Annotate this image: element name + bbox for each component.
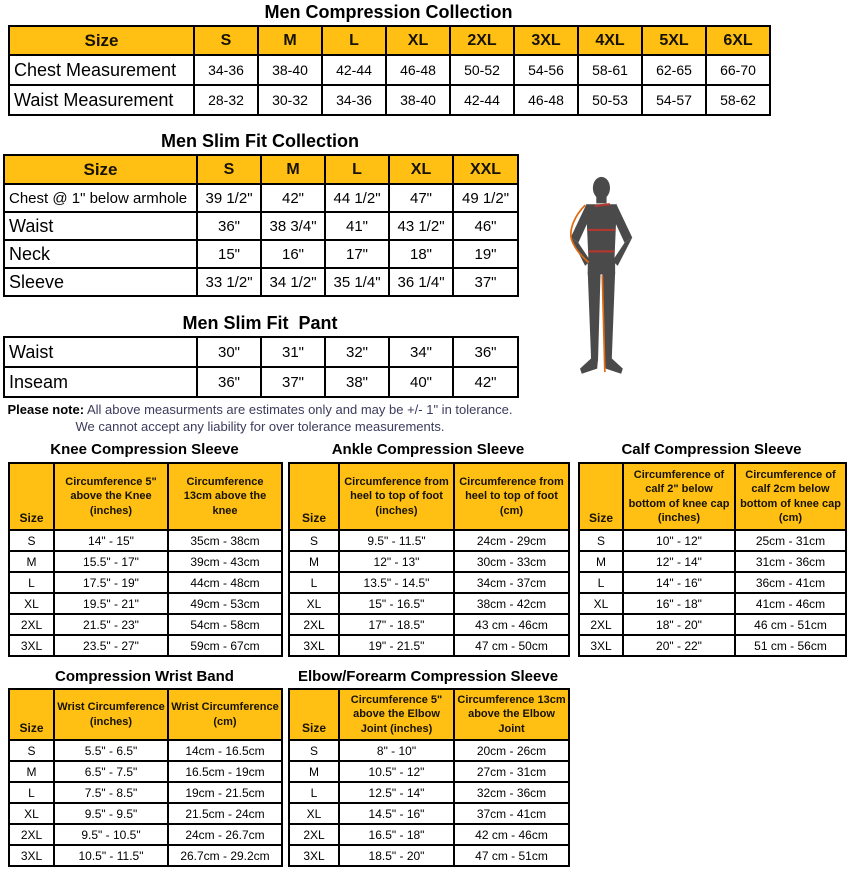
cell-value: 24cm - 29cm [454, 530, 569, 551]
cell-value: 19" [453, 240, 518, 268]
cell-value: 14.5" - 16" [339, 803, 454, 824]
cell-value: 32cm - 36cm [454, 782, 569, 803]
note-text-2: We cannot accept any liability for over tolerance measurements. [75, 419, 445, 434]
cell-value: 47" [389, 184, 453, 212]
cell-value: 9.5" - 11.5" [339, 530, 454, 551]
cell-value: 34 1/2" [261, 268, 325, 296]
cell-value: 37cm - 41cm [454, 803, 569, 824]
cell-value: 41cm - 46cm [735, 593, 846, 614]
cell-value: 46" [453, 212, 518, 240]
cell-value: 28-32 [194, 85, 258, 115]
table-row [289, 593, 569, 614]
cell-value: 46-48 [386, 55, 450, 85]
header-row [9, 463, 282, 530]
column-header: Circumference of calf 2" below bottom of knee cap (inches) [623, 463, 735, 530]
cell-value: 58-61 [578, 55, 642, 85]
cell-value: 54-57 [642, 85, 706, 115]
row-label: L [579, 572, 623, 593]
cell-value: 8" - 10" [339, 740, 454, 761]
row-label: XL [9, 593, 54, 614]
cell-value: 12.5" - 14" [339, 782, 454, 803]
note-text-1: All above measurments are estimates only and may be +/- 1" in tolerance. [86, 402, 513, 417]
wrist-band-title: Compression Wrist Band [55, 668, 234, 685]
table-row [289, 761, 569, 782]
row-label: L [289, 572, 339, 593]
header-row [9, 26, 770, 55]
column-header: XL [386, 26, 450, 55]
cell-value: 25cm - 31cm [735, 530, 846, 551]
cell-value: 36" [197, 367, 261, 397]
column-header: Circumference from heel to top of foot (inches) [339, 463, 454, 530]
table-row [9, 824, 282, 845]
cell-value: 16.5cm - 19cm [168, 761, 282, 782]
cell-value: 59cm - 67cm [168, 635, 282, 656]
cell-value: 7.5" - 8.5" [54, 782, 168, 803]
cell-value: 37" [261, 367, 325, 397]
table-row [4, 337, 518, 367]
cell-value: 50-52 [450, 55, 514, 85]
cell-value: 19" - 21.5" [339, 635, 454, 656]
cell-value: 9.5" - 10.5" [54, 824, 168, 845]
column-header: S [197, 155, 261, 184]
table-row [4, 240, 518, 268]
cell-value: 46-48 [514, 85, 578, 115]
column-header: 5XL [642, 26, 706, 55]
cell-value: 34-36 [322, 85, 386, 115]
column-header: Circumference from heel to top of foot (cm) [454, 463, 569, 530]
knee-sleeve-table [8, 462, 283, 657]
column-header: Circumference 13cm above the Elbow Joint [454, 689, 569, 740]
tolerance-note [0, 401, 520, 435]
column-header: Wrist Circumference (inches) [54, 689, 168, 740]
men-compression-table [8, 25, 771, 116]
table-row [9, 782, 282, 803]
column-header: M [261, 155, 325, 184]
cell-value: 5.5" - 6.5" [54, 740, 168, 761]
table-row [289, 803, 569, 824]
header-row [289, 689, 569, 740]
column-header: 2XL [450, 26, 514, 55]
row-label: Sleeve [4, 268, 197, 296]
cell-value: 20" - 22" [623, 635, 735, 656]
table-row [4, 268, 518, 296]
cell-value: 34cm - 37cm [454, 572, 569, 593]
cell-value: 10.5" - 12" [339, 761, 454, 782]
cell-value: 36 1/4" [389, 268, 453, 296]
cell-value: 51 cm - 56cm [735, 635, 846, 656]
table-row [289, 530, 569, 551]
wrist-band-table [8, 688, 283, 867]
row-label: Chest Measurement [9, 55, 194, 85]
cell-value: 18.5" - 20" [339, 845, 454, 866]
cell-value: 44 1/2" [325, 184, 389, 212]
column-header: Size [289, 463, 339, 530]
body-measurement-figure [560, 176, 648, 390]
table-row [289, 614, 569, 635]
table-row [579, 593, 846, 614]
row-label: Neck [4, 240, 197, 268]
column-header: S [194, 26, 258, 55]
table-row [9, 761, 282, 782]
cell-value: 26.7cm - 29.2cm [168, 845, 282, 866]
row-label: S [9, 530, 54, 551]
cell-value: 36" [197, 212, 261, 240]
cell-value: 16" [261, 240, 325, 268]
cell-value: 17.5" - 19" [54, 572, 168, 593]
row-label: Inseam [4, 367, 197, 397]
cell-value: 66-70 [706, 55, 770, 85]
row-label: XL [289, 593, 339, 614]
cell-value: 43 1/2" [389, 212, 453, 240]
table-row [289, 635, 569, 656]
table-row [4, 184, 518, 212]
column-header: 6XL [706, 26, 770, 55]
cell-value: 49cm - 53cm [168, 593, 282, 614]
cell-value: 42-44 [450, 85, 514, 115]
column-header: Size [9, 463, 54, 530]
column-header: Size [289, 689, 339, 740]
row-label: L [9, 782, 54, 803]
row-label: XL [9, 803, 54, 824]
table-row [289, 740, 569, 761]
cell-value: 13.5" - 14.5" [339, 572, 454, 593]
knee-sleeve-title: Knee Compression Sleeve [50, 441, 239, 458]
cell-value: 30" [197, 337, 261, 367]
table-row [9, 572, 282, 593]
table-row [579, 572, 846, 593]
table-row [4, 367, 518, 397]
cell-value: 46 cm - 51cm [735, 614, 846, 635]
men-slim-fit-pant-title: Men Slim Fit Pant [182, 313, 338, 333]
elbow-sleeve-title: Elbow/Forearm Compression Sleeve [297, 668, 559, 685]
cell-value: 37" [453, 268, 518, 296]
cell-value: 9.5" - 9.5" [54, 803, 168, 824]
male-silhouette-icon [560, 176, 648, 390]
ankle-sleeve-title: Ankle Compression Sleeve [331, 441, 525, 458]
row-label: 2XL [579, 614, 623, 635]
cell-value: 10.5" - 11.5" [54, 845, 168, 866]
men-compression-title: Men Compression Collection [264, 2, 513, 22]
row-label: L [9, 572, 54, 593]
elbow-sleeve-table [288, 688, 570, 867]
cell-value: 62-65 [642, 55, 706, 85]
row-label: 3XL [579, 635, 623, 656]
cell-value: 19cm - 21.5cm [168, 782, 282, 803]
table-row [289, 551, 569, 572]
cell-value: 38-40 [258, 55, 322, 85]
cell-value: 40" [389, 367, 453, 397]
cell-value: 32" [325, 337, 389, 367]
table-row [579, 635, 846, 656]
row-label: 3XL [289, 845, 339, 866]
cell-value: 43 cm - 46cm [454, 614, 569, 635]
column-header: Size [9, 689, 54, 740]
row-label: S [9, 740, 54, 761]
men-slim-fit-title: Men Slim Fit Collection [160, 131, 359, 151]
cell-value: 54cm - 58cm [168, 614, 282, 635]
cell-value: 42" [453, 367, 518, 397]
row-label: M [289, 761, 339, 782]
table-row [9, 845, 282, 866]
cell-value: 39 1/2" [197, 184, 261, 212]
men-slim-fit-pant-table [3, 336, 519, 398]
cell-value: 18" [389, 240, 453, 268]
cell-value: 42 cm - 46cm [454, 824, 569, 845]
table-row [579, 530, 846, 551]
cell-value: 19.5" - 21" [54, 593, 168, 614]
column-header: Circumference 13cm above the knee [168, 463, 282, 530]
cell-value: 27cm - 31cm [454, 761, 569, 782]
cell-value: 58-62 [706, 85, 770, 115]
table-row [289, 845, 569, 866]
table-row [289, 782, 569, 803]
row-label: L [289, 782, 339, 803]
row-label: M [9, 551, 54, 572]
row-label: 2XL [9, 614, 54, 635]
table-row [579, 614, 846, 635]
row-label: 2XL [9, 824, 54, 845]
cell-value: 23.5" - 27" [54, 635, 168, 656]
column-header: M [258, 26, 322, 55]
cell-value: 14" - 15" [54, 530, 168, 551]
row-label: S [289, 530, 339, 551]
row-label: M [9, 761, 54, 782]
note-line-1 [0, 401, 520, 418]
cell-value: 16" - 18" [623, 593, 735, 614]
cell-value: 38-40 [386, 85, 450, 115]
column-header: Wrist Circumference (cm) [168, 689, 282, 740]
cell-value: 10" - 12" [623, 530, 735, 551]
cell-value: 12" - 13" [339, 551, 454, 572]
row-label: 3XL [289, 635, 339, 656]
row-label: S [579, 530, 623, 551]
row-label: M [289, 551, 339, 572]
cell-value: 15.5" - 17" [54, 551, 168, 572]
table-row [9, 635, 282, 656]
column-header: Circumference 5" above the Knee (inches) [54, 463, 168, 530]
cell-value: 31cm - 36cm [735, 551, 846, 572]
column-header: Size [579, 463, 623, 530]
table-row [9, 85, 770, 115]
row-label: M [579, 551, 623, 572]
cell-value: 38" [325, 367, 389, 397]
table-row [9, 530, 282, 551]
table-row [9, 740, 282, 761]
row-label: S [289, 740, 339, 761]
table-row [579, 551, 846, 572]
cell-value: 30-32 [258, 85, 322, 115]
cell-value: 20cm - 26cm [454, 740, 569, 761]
row-label: Waist [4, 337, 197, 367]
row-label: XL [579, 593, 623, 614]
row-label: 3XL [9, 635, 54, 656]
cell-value: 33 1/2" [197, 268, 261, 296]
cell-value: 36cm - 41cm [735, 572, 846, 593]
cell-value: 42" [261, 184, 325, 212]
header-row [4, 155, 518, 184]
cell-value: 50-53 [578, 85, 642, 115]
cell-value: 31" [261, 337, 325, 367]
calf-sleeve-table [578, 462, 847, 657]
cell-value: 30cm - 33cm [454, 551, 569, 572]
row-label: 2XL [289, 824, 339, 845]
table-row [9, 593, 282, 614]
cell-value: 21.5" - 23" [54, 614, 168, 635]
row-label: Chest @ 1" below armhole [4, 184, 197, 212]
cell-value: 35cm - 38cm [168, 530, 282, 551]
cell-value: 49 1/2" [453, 184, 518, 212]
cell-value: 47 cm - 50cm [454, 635, 569, 656]
column-header: XXL [453, 155, 518, 184]
table-row [4, 212, 518, 240]
table-row [289, 824, 569, 845]
cell-value: 39cm - 43cm [168, 551, 282, 572]
cell-value: 36" [453, 337, 518, 367]
column-header: L [322, 26, 386, 55]
column-header: Circumference 5" above the Elbow Joint (inches) [339, 689, 454, 740]
cell-value: 35 1/4" [325, 268, 389, 296]
cell-value: 14cm - 16.5cm [168, 740, 282, 761]
cell-value: 15" [197, 240, 261, 268]
table-row [9, 803, 282, 824]
column-header: Circumference of calf 2cm below bottom of knee cap (cm) [735, 463, 846, 530]
ankle-sleeve-table [288, 462, 570, 657]
cell-value: 34" [389, 337, 453, 367]
cell-value: 16.5" - 18" [339, 824, 454, 845]
cell-value: 17" - 18.5" [339, 614, 454, 635]
cell-value: 47 cm - 51cm [454, 845, 569, 866]
cell-value: 6.5" - 7.5" [54, 761, 168, 782]
cell-value: 12" - 14" [623, 551, 735, 572]
cell-value: 15" - 16.5" [339, 593, 454, 614]
column-header: L [325, 155, 389, 184]
header-row [579, 463, 846, 530]
note-label: Please note: [7, 402, 85, 417]
column-header: XL [389, 155, 453, 184]
header-row [9, 689, 282, 740]
cell-value: 42-44 [322, 55, 386, 85]
table-row [9, 614, 282, 635]
cell-value: 17" [325, 240, 389, 268]
calf-sleeve-title: Calf Compression Sleeve [621, 441, 802, 458]
table-row [9, 55, 770, 85]
column-header: Size [4, 155, 197, 184]
cell-value: 18" - 20" [623, 614, 735, 635]
column-header: Size [9, 26, 194, 55]
cell-value: 14" - 16" [623, 572, 735, 593]
table-row [9, 551, 282, 572]
row-label: Waist [4, 212, 197, 240]
cell-value: 44cm - 48cm [168, 572, 282, 593]
table-row [289, 572, 569, 593]
row-label: 2XL [289, 614, 339, 635]
men-slim-fit-table [3, 154, 519, 297]
cell-value: 41" [325, 212, 389, 240]
row-label: Waist Measurement [9, 85, 194, 115]
cell-value: 38cm - 42cm [454, 593, 569, 614]
column-header: 4XL [578, 26, 642, 55]
cell-value: 24cm - 26.7cm [168, 824, 282, 845]
column-header: 3XL [514, 26, 578, 55]
header-row [289, 463, 569, 530]
cell-value: 54-56 [514, 55, 578, 85]
row-label: XL [289, 803, 339, 824]
cell-value: 34-36 [194, 55, 258, 85]
row-label: 3XL [9, 845, 54, 866]
cell-value: 38 3/4" [261, 212, 325, 240]
cell-value: 21.5cm - 24cm [168, 803, 282, 824]
